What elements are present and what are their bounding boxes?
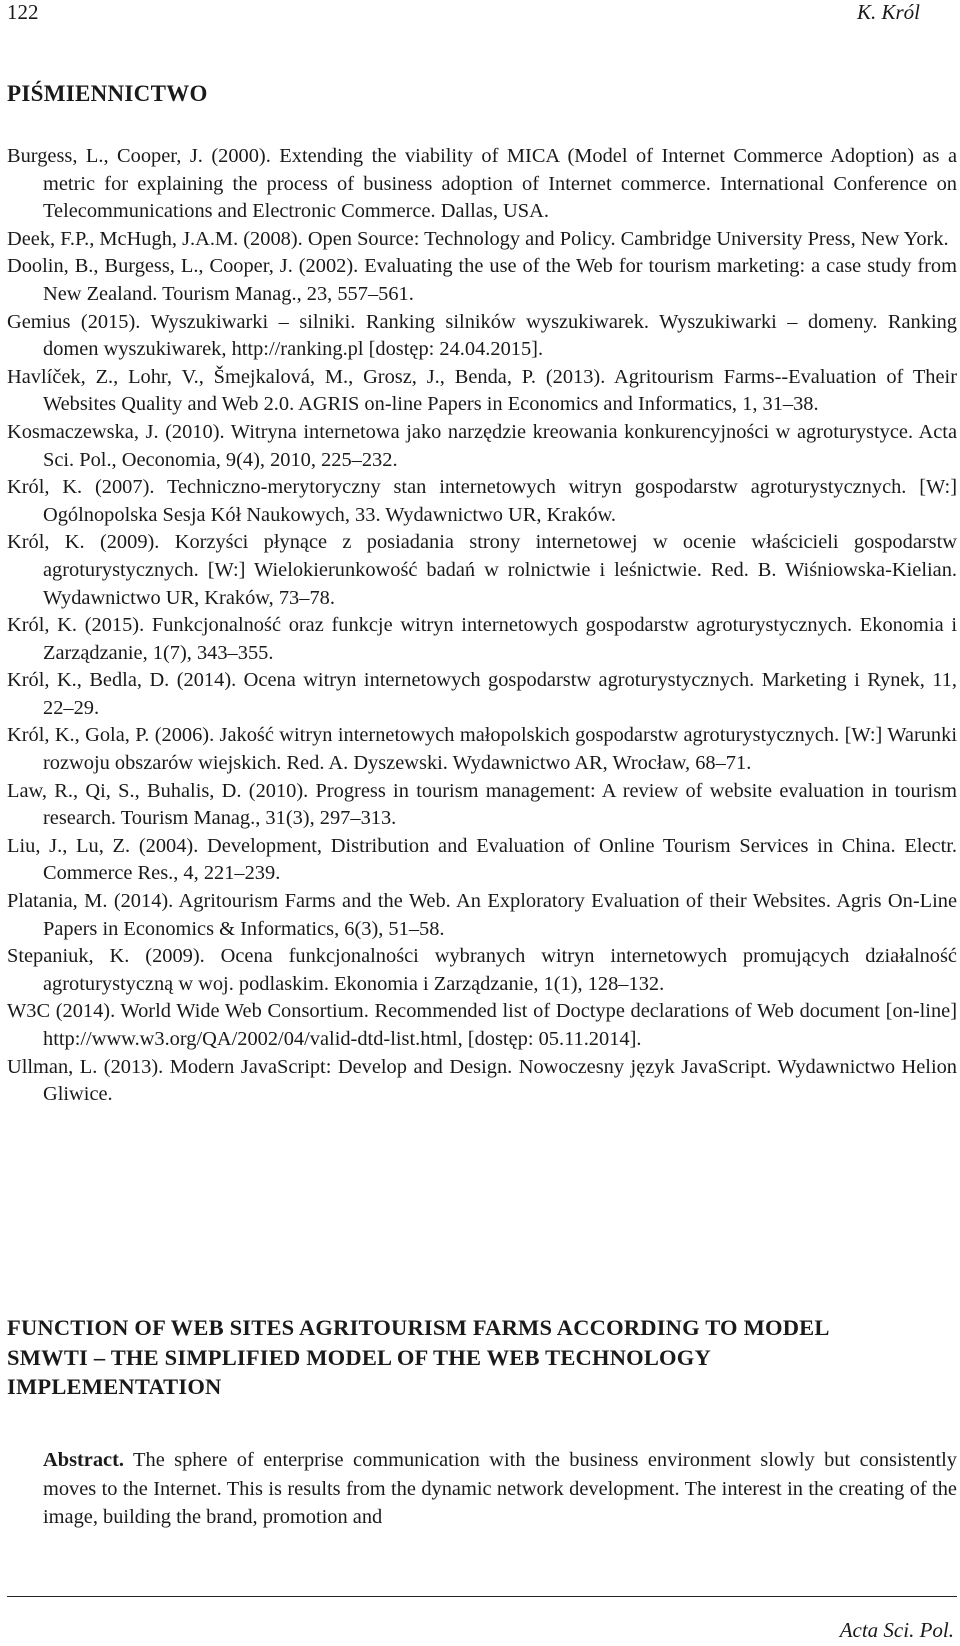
running-header-author: K. Król — [856, 0, 920, 24]
reference-item: Król, K. (2009). Korzyści płynące z posiadania strony internetowej w ocenie właścicieli gospodarstw agroturystycznych. [W:] Wielokierunkowość badań w rolnictwie i leśnictwie. Red. B. Wiśniowska-Kielian. Wydawnictwo UR, Kraków, 73–78. — [7, 531, 957, 609]
reference-item: Kosmaczewska, J. (2010). Witryna internetowa jako narzędzie kreowania konkurencyjności w agroturystyce. Acta Sci. Pol., Oeconomia, 9(4), 2010, 225–232. — [7, 420, 957, 471]
abstract-label: Abstract. — [43, 1449, 124, 1471]
reference-item: Król, K. (2015). Funkcjonalność oraz funkcje witryn internetowych gospodarstw agroturystycznych. Ekonomia i Zarządzanie, 1(7), 343–355. — [7, 614, 957, 664]
reference-item: W3C (2014). World Wide Web Consortium. Recommended list of Doctype declarations of Web document [on-line] http://www.w3.org/QA/2002/04/valid-dtd-list.html, [dostęp: 05.11.2014]. — [7, 1000, 957, 1050]
reference-item: Platania, M. (2014). Agritourism Farms and the Web. An Exploratory Evaluation of their Websites. Agris On-Line Papers in Economics & Informatics, 6(3), 51–58. — [7, 890, 957, 940]
reference-item: Ullman, L. (2013). Modern JavaScript: Develop and Design. Nowoczesny język JavaScript. Wydawnictwo Helion Gliwice. — [7, 1055, 957, 1106]
reference-item: Law, R., Qi, S., Buhalis, D. (2010). Progress in tourism management: A review of website evaluation in tourism research. Tourism Manag., 31(3), 297–313. — [7, 779, 957, 830]
reference-item: Król, K., Bedla, D. (2014). Ocena witryn internetowych gospodarstw agroturystycznych. Marketing i Rynek, 11, 22–29. — [7, 669, 957, 719]
references-heading: PIŚMIENNICTWO — [7, 81, 208, 106]
reference-item: Burgess, L., Cooper, J. (2000). Extending the viability of MICA (Model of Internet Commerce Adoption) as a metric for explaining the process of business adoption of Internet commerce. International Conference on Telecommunications and Electronic Commerce. Dallas, USA. — [7, 145, 957, 223]
footer-journal-name: Acta Sci. Pol. — [839, 1618, 954, 1642]
reference-item: Król, K., Gola, P. (2006). Jakość witryn internetowych małopolskich gospodarstw agroturystycznych. [W:] Warunki rozwoju obszarów wiejskich. Red. A. Dyszewski. Wydawnictwo AR, Wrocław, 68–71. — [7, 724, 957, 775]
reference-item: Król, K. (2007). Techniczno-merytoryczny stan internetowych witryn gospodarstw agroturystycznych. [W:] Ogólnopolska Sesja Kół Naukowych, 33. Wydawnictwo UR, Kraków. — [7, 476, 957, 526]
reference-item: Liu, J., Lu, Z. (2004). Development, Distribution and Evaluation of Online Tourism Services in China. Electr. Commerce Res., 4, 221–239. — [7, 834, 957, 885]
reference-item: Stepaniuk, K. (2009). Ocena funkcjonalności wybranych witryn internetowych promujących działalność agroturystyczną w woj. podlaskim. Ekonomia i Zarządzanie, 1(1), 128–132. — [7, 945, 957, 995]
abstract-paragraph — [43, 1446, 957, 1532]
reference-list — [7, 143, 957, 1109]
page-number: 122 — [7, 0, 39, 24]
reference-item: Deek, F.P., McHugh, J.A.M. (2008). Open Source: Technology and Policy. Cambridge University Press, New York. — [7, 227, 949, 250]
reference-item: Gemius (2015). Wyszukiwarki – silniki. Ranking silników wyszukiwarek. Wyszukiwarki – domeny. Ranking domen wyszukiwarek, http://ranking.pl [dostęp: 24.04.2015]. — [7, 310, 957, 361]
english-article-title: FUNCTION OF WEB SITES AGRITOURISM FARMS ACCORDING TO MODEL SMWTI – THE SIMPLIFIED MODEL OF THE WEB TECHNOLOGY IMPLEMENTATION — [7, 1315, 829, 1399]
footer-divider — [7, 1596, 957, 1597]
reference-item: Havlíček, Z., Lohr, V., Šmejkalová, M., Grosz, J., Benda, P. (2013). Agritourism Farms-‑Evaluation of Their Websites Quality and Web 2.0. AGRIS on-line Papers in Economics and Informatics, 1, 31–38. — [7, 365, 957, 416]
abstract-text: The sphere of enterprise communication with the business environment slowly but consistently moves to the Internet. This is results from the dynamic network development. The interest in the creating of the image, building the brand, promotion and — [43, 1449, 958, 1528]
reference-item: Doolin, B., Burgess, L., Cooper, J. (2002). Evaluating the use of the Web for tourism marketing: a case study from New Zealand. Tourism Manag., 23, 557–561. — [7, 255, 957, 305]
